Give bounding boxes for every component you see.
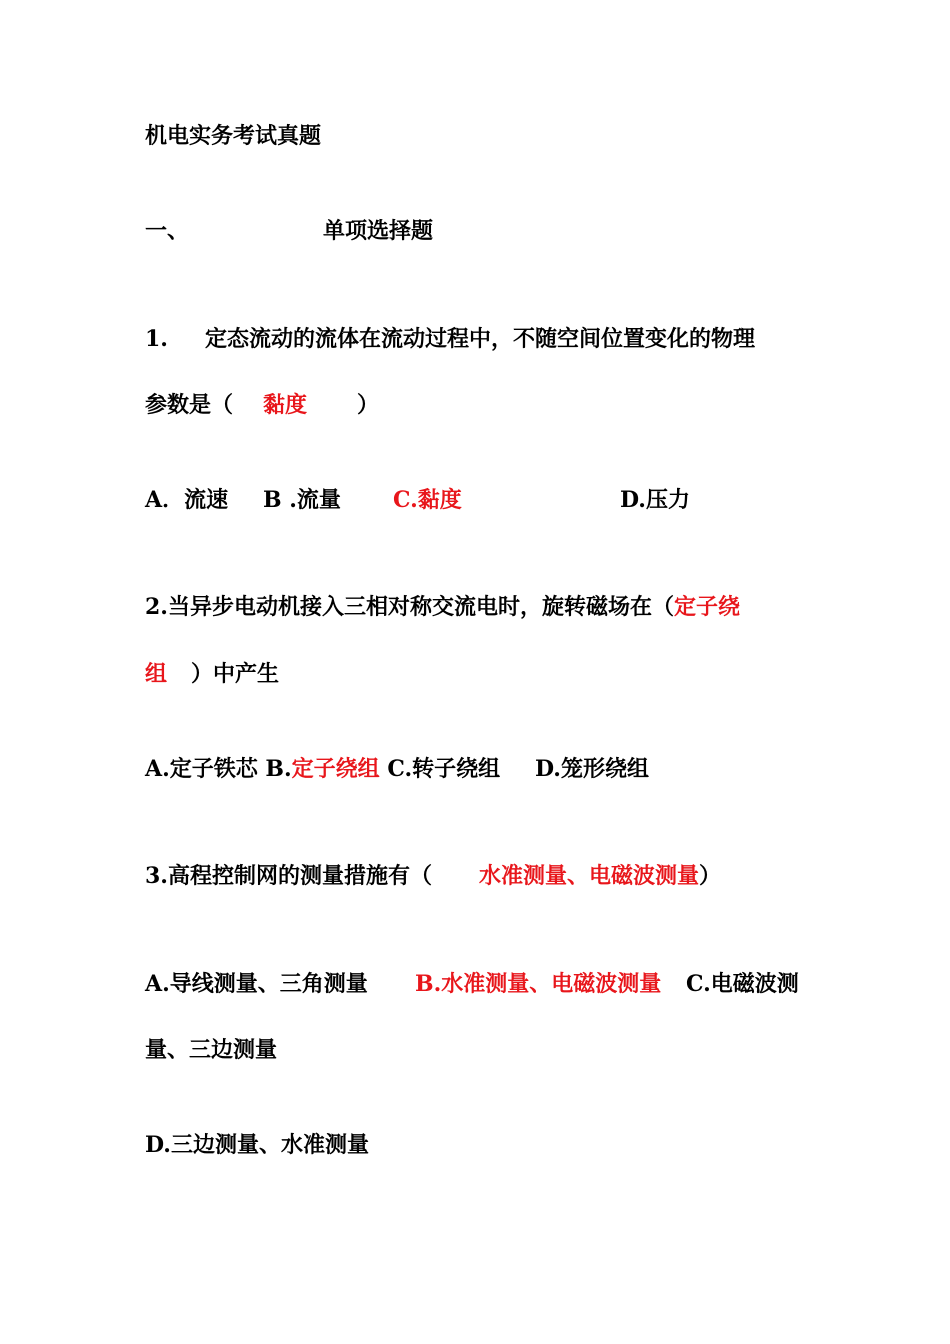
q3-options-line1 [145,970,825,998]
q2-stem-line2 [145,660,825,688]
q1-option-c: C.黏度 [393,487,462,513]
section-number: 一、 [145,218,190,244]
q2-option-b-text: 定子绕组 [291,756,380,782]
q3-text: 3.高程控制网的测量措施有（ [145,863,432,889]
section-heading [145,217,845,245]
q1-text-line2: 参数是（ [145,392,234,418]
q3-option-d: D.三边测量、水准测量 [145,1132,369,1158]
q2-option-c: C.转子绕组 [387,756,501,782]
q3-option-b: B.水准测量、电磁波测量 [415,971,662,997]
q2-options [145,755,825,783]
q2-option-b [265,756,379,782]
q2-text-line2: ）中产生 [191,661,280,687]
q2-text-line1: 2.当异步电动机接入三相对称交流电时，旋转磁场在（ [145,594,674,620]
q1-option-a: A．流速 [145,487,229,513]
q3-close-paren: ） [699,863,722,889]
q1-number: 1. [145,326,168,352]
q1-stem-line2 [145,391,825,419]
q2-option-b-label: B. [265,756,292,782]
q1-answer: 黏度 [263,392,308,418]
q3-option-a: A.导线测量、三角测量 [145,971,368,997]
q3-option-c-part1: C.电磁波测 [686,971,799,997]
q3-answer: 水准测量、电磁波测量） [479,863,722,889]
q1-option-d: D.压力 [620,487,690,513]
q2-answer-part1: 定子绕 [673,594,740,620]
q2-stem-line1 [145,593,825,621]
q2-answer-part2: 组 [145,661,168,687]
q1-option-b: B .流量 [263,487,341,513]
q2-option-d: D.笼形绕组 [535,756,649,782]
section-title: 单项选择题 [323,218,434,244]
q1-stem-line1 [145,325,825,353]
doc-title: 机电实务考试真题 [145,123,322,149]
q1-text-line1: 定态流动的流体在流动过程中，不随空间位置变化的物理 [205,326,756,352]
q3-stem [145,862,825,890]
q1-close-paren: ） [357,392,380,418]
q2-option-a: A.定子铁芯 [145,756,258,782]
q3-option-c-part2: 量、三边测量 [145,1037,278,1063]
